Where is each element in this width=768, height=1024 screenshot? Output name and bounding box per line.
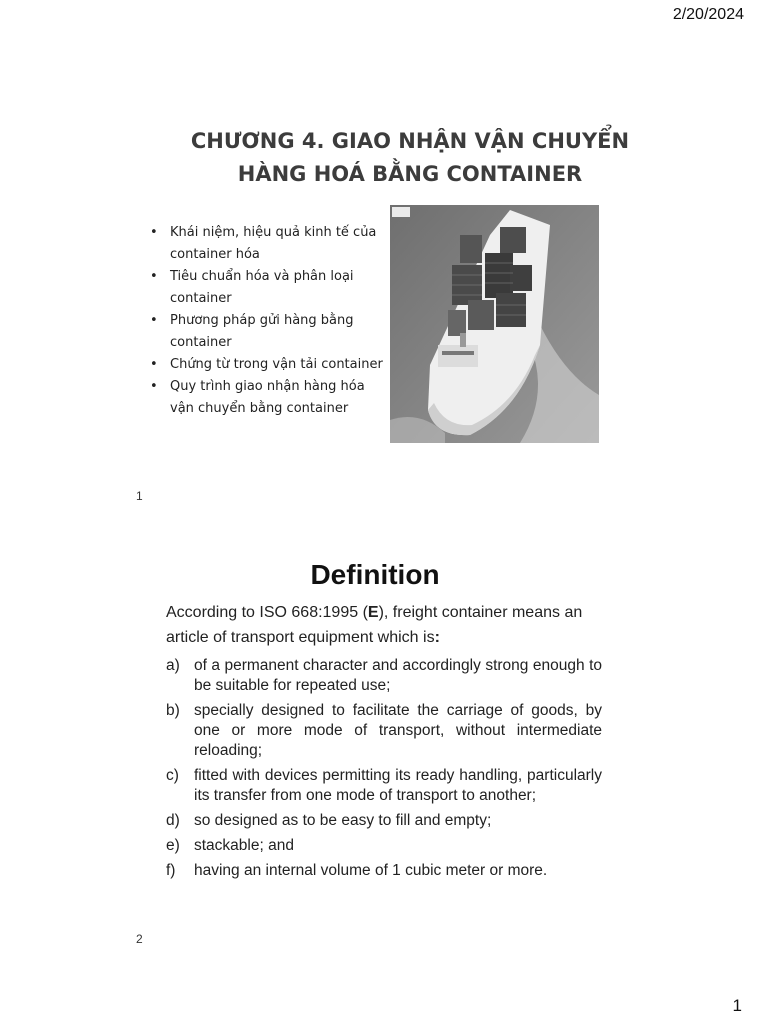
slide-2 <box>0 512 768 962</box>
slide-2-title: Definition <box>310 559 440 590</box>
slide-1-title-line-1: CHƯƠNG 4. GIAO NHẬN VẬN CHUYỂN <box>190 129 630 153</box>
intro-colon: : <box>434 629 440 646</box>
intro-bold-e: E <box>367 604 379 621</box>
slide-1-number: 1 <box>136 489 143 503</box>
slide-1-title <box>140 125 680 191</box>
bullet-item: • Phương pháp gửi hàng bằng container <box>150 310 385 354</box>
list-item-text: fitted with devices permitting its ready handling, particularly its transfer from one mode of transport to another; <box>194 767 602 804</box>
definition-criteria-list <box>166 656 602 886</box>
container-ship-photo <box>390 205 599 443</box>
list-marker: f) <box>166 862 176 879</box>
intro-text-end: ), freight container means an article of transport equipment which is <box>166 604 583 646</box>
list-item <box>166 811 602 831</box>
list-item <box>166 861 602 881</box>
bullet-item: • Quy trình giao nhận hàng hóa vận chuyển bằng container <box>150 376 385 420</box>
list-item-text: of a permanent character and accordingly strong enough to be suitable for repeated use; <box>194 657 602 694</box>
list-marker: c) <box>166 767 179 784</box>
slide-1-bullet-list <box>150 222 385 420</box>
print-date: 2/20/2024 <box>672 6 744 23</box>
list-item <box>166 836 602 856</box>
intro-text-start: According to ISO 668:1995 ( <box>166 604 368 621</box>
list-item <box>166 766 602 806</box>
list-item-text: so designed as to be easy to fill and empty; <box>194 812 492 829</box>
list-item-text: specially designed to facilitate the carriage of goods, by one or more mode of transport, without intermediate reloading; <box>194 702 602 759</box>
list-item-text: having an internal volume of 1 cubic meter or more. <box>194 862 548 879</box>
page-number: 1 <box>732 996 742 1015</box>
list-marker: d) <box>166 812 180 829</box>
bullet-item: • Tiêu chuẩn hóa và phân loại container <box>150 266 385 310</box>
list-marker: e) <box>166 837 180 854</box>
bullet-item: • Khái niệm, hiệu quả kinh tế của container hóa <box>150 222 385 266</box>
list-item <box>166 701 602 761</box>
slide-2-number: 2 <box>136 932 143 946</box>
list-marker: a) <box>166 657 180 674</box>
list-item-text: stackable; and <box>194 837 294 854</box>
list-marker: b) <box>166 702 180 719</box>
definition-intro <box>166 600 606 650</box>
slide-1-title-line-2: HÀNG HOÁ BẰNG CONTAINER <box>237 162 583 186</box>
bullet-item: • Chứng từ trong vận tải container <box>150 354 385 376</box>
list-item <box>166 656 602 696</box>
